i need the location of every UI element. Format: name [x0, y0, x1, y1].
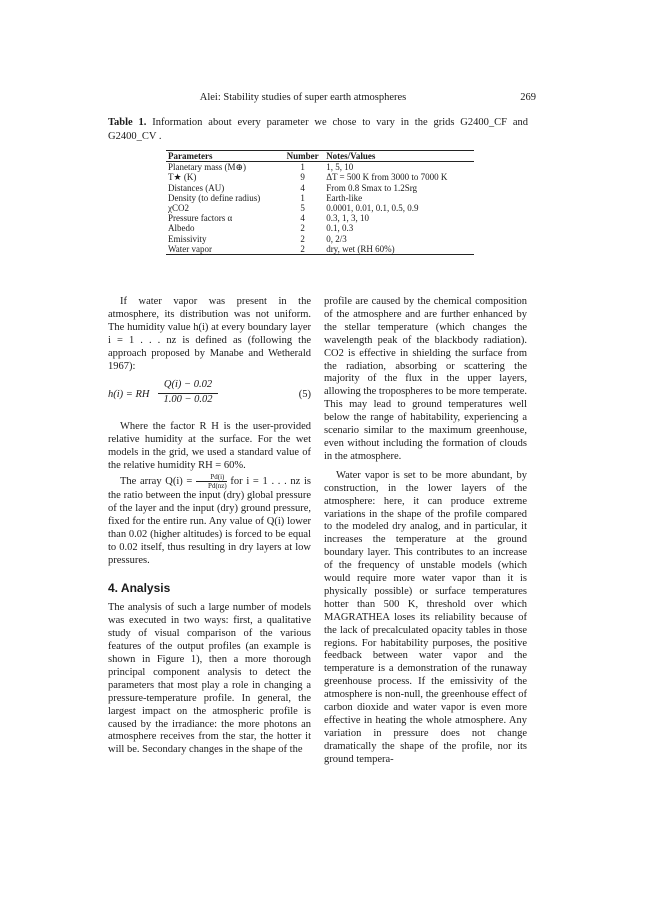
table-cell: Planetary mass (M⊕): [168, 162, 247, 173]
table-cell: From 0.8 Smax to 1.2Srg: [326, 182, 418, 193]
paragraph: If water vapor was present in the atmosphere, its distribution was not uniform. The humidity value h(i) at every boundary layer i = 1 . . . nz is defined as (following the approach proposed by Manabe and Wetherald 1967):: [108, 296, 311, 372]
table-row: [166, 203, 474, 213]
table-cell: 2: [300, 223, 305, 234]
paragraph: [108, 473, 311, 567]
equation-lhs: h(i) = RH: [108, 389, 150, 401]
table-cell: 0.0001, 0.01, 0.1, 0.5, 0.9: [326, 203, 419, 214]
left-column: [108, 296, 311, 757]
table-cell: χCO2: [168, 203, 189, 214]
equation-numerator: Q(i) − 0.02: [158, 379, 218, 394]
running-title: Alei: Stability studies of super earth atmospheres: [199, 92, 407, 103]
table-cell: Density (to define radius): [168, 192, 261, 203]
table-row: [166, 223, 474, 233]
paragraph: The analysis of such a large number of models was executed in two ways: first, a qualitative study of visual comparison of the various features of the output profiles (an example is shown in Figure 1), then a more thorough principal component analysis to detect the parameters that most play a role in changing a pressure-temperature profile. In general, the largest impact on the atmospheric profile is caused by the irradiance: the more photons an atmosphere receives from the star, the hotter it will be. Secondary changes in the shape of the: [108, 602, 311, 756]
table-row: [166, 234, 474, 244]
column-header: Number: [281, 151, 324, 162]
paragraph: Water vapor is set to be more abundant, by construction, in the lower layers of the atmosphere: here, it can produce extreme variations in the shape of the profile compared to the modeled dry analog, and in particular, it increases the temperature at the ground boundary layer. This contributes to an increase of the frequency of unstable models (which would require more water vapor than it is physically possible) or surface temperatures hotter than 500 K, threshold over which MAGRATHEA loses its reliability because of the lack of precalculated opacity tables in those regions. For habitability purposes, the positive feedback between water vapor and the temperature is a demonstration of the runaway greenhouse process. If the emissivity of the atmosphere is non-null, the greenhouse effect of carbon dioxide and water vapor is even more effective in heating the whole atmosphere. Any variation in pressure does not change dramatically the shape of the profile, nor its ground tempera-: [324, 469, 527, 765]
table-cell: Earth-like: [326, 192, 363, 203]
table-cell: 1, 5, 10: [326, 162, 354, 173]
table-row: [166, 183, 474, 193]
table-cell: 2: [281, 244, 324, 255]
table-cell: 0.3, 1, 3, 10: [326, 213, 369, 224]
table-cell: 1: [300, 192, 305, 203]
table-cell: 4: [300, 182, 305, 193]
table-cell: ΔT = 500 K from 3000 to 7000 K: [326, 172, 448, 183]
table-cell: Distances (AU): [168, 182, 225, 193]
table-row: [166, 213, 474, 223]
table-caption: [108, 116, 528, 143]
table-cell: 9: [300, 172, 305, 183]
paragraph: profile are caused by the chemical composition of the atmosphere and are further enhanced by the stellar temperature (which changes the wavelength peak of the blackbody radiation). CO2 is effective in shielding the surface from the radiation, absorbing or scattering the majority of the flux in the upper layers, allowing the tropospheres to be more temperate. This may lead to ground temperatures well below the range of habitability, experiencing a scenario similar to the maximum greenhouse, even without including the formation of clouds in the atmosphere.: [324, 296, 527, 462]
table-cell: 1: [300, 162, 305, 173]
parameters-table: [166, 150, 474, 255]
fraction-numerator: Pd(i): [196, 473, 227, 482]
text-run: for i = 1 . . . nz is the ratio between the input (dry) global pressure of the layer and the input (dry) ground pressure, fixed for the entire run. Any value of Q(i) lower than 0.02 (higher altitudes) is forced to be equal to 0.02 itself, thus resulting in dry layers at low pressures.: [108, 475, 311, 566]
table-cell: 5: [300, 203, 305, 214]
table-row: [166, 193, 474, 203]
page-number: 269: [520, 92, 536, 103]
table-header-row: [166, 151, 474, 162]
equation-number: (5): [298, 389, 311, 401]
table-cell: Pressure factors α: [168, 213, 233, 224]
equation-denominator: 1.00 − 0.02: [163, 394, 213, 406]
table-row: [166, 172, 474, 182]
section-heading: 4. Analysis: [108, 580, 171, 595]
text-run: The array Q(i) =: [120, 475, 193, 487]
paragraph: Where the factor R H is the user-provided relative humidity at the surface. For the wet models in the grid, we used a standard value of the relative humidity RH = 60%.: [108, 421, 311, 472]
fraction-denominator: Pd(nz): [208, 482, 227, 491]
table-cell: 0.1, 0.3: [326, 223, 354, 234]
table-cell: Albedo: [168, 223, 195, 234]
table-cell: dry, wet (RH 60%): [324, 244, 474, 255]
equation-5: [108, 379, 311, 415]
table-cell: 4: [300, 213, 305, 224]
table-caption-text: Information about every parameter we chose to vary in the grids G2400_CF and G2400_CV .: [108, 117, 528, 142]
table-label: Table 1.: [108, 117, 147, 128]
table-cell: Water vapor: [166, 244, 281, 255]
table-cell: T★ (K): [168, 172, 197, 183]
column-header: Parameters: [166, 151, 281, 162]
table-cell: 0, 2/3: [326, 233, 347, 244]
right-column: [324, 296, 527, 767]
table-row: [166, 244, 474, 255]
column-header: Notes/Values: [324, 151, 474, 162]
table-cell: 2: [300, 233, 305, 244]
inline-fraction: [196, 473, 227, 490]
table-cell: Emissivity: [168, 233, 207, 244]
table-row: [166, 162, 474, 173]
equation-fraction: [158, 379, 218, 407]
